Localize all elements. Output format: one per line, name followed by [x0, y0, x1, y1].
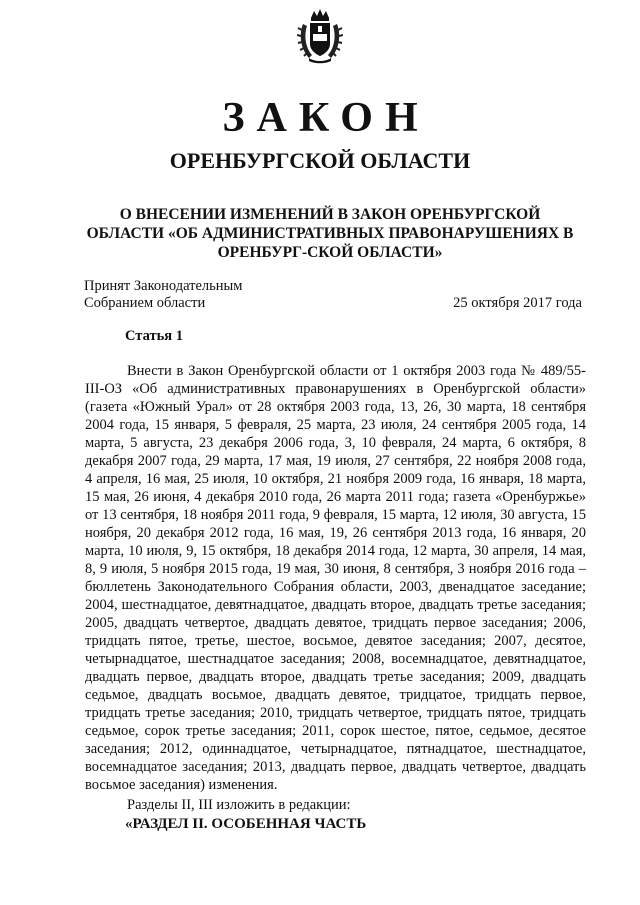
region-name: ОРЕНБУРГСКОЙ ОБЛАСТИ — [169, 148, 471, 173]
adopted-by-line-2: Собранием области — [84, 295, 206, 311]
adopted-by — [84, 278, 242, 312]
law-subject: О ВНЕСЕНИИ ИЗМЕНЕНИЙ В ЗАКОН ОРЕНБУРГСКОЙ ОБЛАСТИ «ОБ АДМИНИСТРАТИВНЫХ ПРАВОНАРУШЕНИЯХ В ОРЕНБУРГ-СКОЙ ОБЛАСТИ» — [86, 206, 574, 261]
adopted-by-line-1: Принят Законодательным — [84, 278, 243, 294]
section-heading: «РАЗДЕЛ II. ОСОБЕННАЯ ЧАСТЬ — [125, 816, 367, 832]
law-title: ЗАКОН — [222, 95, 430, 141]
orenburg-coat-of-arms-icon — [297, 8, 343, 64]
article-body: Внести в Закон Оренбургской области от 1 октября 2003 года № 489/55-III-ОЗ «Об административных правонарушениях в Оренбургской области» (газета «Южный Урал» от 28 октября 2003 года, 13, 26, 30 марта, 18 сентября 2004 года, 15 января, 5 февраля, 25 марта, 23 июля, 24 сентября 2005 года, 14 марта, 5 августа, 23 декабря 2006 года, 3, 10 февраля, 24 марта, 6 октября, 8 декабря 2007 года, 29 марта, 17 мая, 19 июля, 27 сентября, 22 ноября 2008 года, 4 апреля, 16 мая, 25 июля, 10 октября, 21 ноября 2009 года, 16 января, 18 марта, 15 мая, 26 июня, 4 декабря 2010 года, 26 марта 2011 года; газета «Оренбуржье» от 13 сентября, 18 ноября 2011 года, 9 февраля, 15 марта, 12 июля, 30 августа, 15 ноября, 20 декабря 2012 года, 16 мая, 19, 26 сентября 2013 года, 16 января, 20 марта, 10 июля, 9, 15 октября, 18 декабря 2014 года, 12 марта, 30 апреля, 14 мая, 8, 9 июля, 5 ноября 2015 года, 19 мая, 30 июня, 8 сентября, 3 ноября 2016 года – бюллетень Законодательного Собрания области, 2003, двенадцатое заседание; 2004, шестнадцатое, девятнадцатое, двадцать второе, двадцать третье заседания; 2005, двадцать четвертое, двадцать девятое, тридцать первое заседания; 2006, тридцать пятое, третье, шестое, восьмое, девятое заседания; 2007, десятое, четырнадцатое, шестнадцатое заседания; 2008, восемнадцатое, девятнадцатое, двадцать первое, двадцать второе, двадцать третье заседания; 2009, двадцать седьмое, двадцать восьмое, двадцать девятое, тридцатое, тридцать первое, тридцать третье заседания; 2010, тридцать четвертое, тридцать пятое, тридцать седьмое, сорок третье заседания; 2011, сорок шестое, пятое, седьмое, десятое заседания; 2012, одиннадцатое, четырнадцатое, пятнадцатое, шестнадцатое, восемнадцатое заседания; 2013, двадцать первое, двадцать четвертое, двадцать восьмое заседания) изменения. — [85, 363, 586, 793]
article-heading: Статья 1 — [125, 328, 183, 344]
adoption-date: 25 октября 2017 года — [453, 295, 582, 311]
sections-instruction: Разделы II, III изложить в редакции: — [127, 797, 351, 813]
